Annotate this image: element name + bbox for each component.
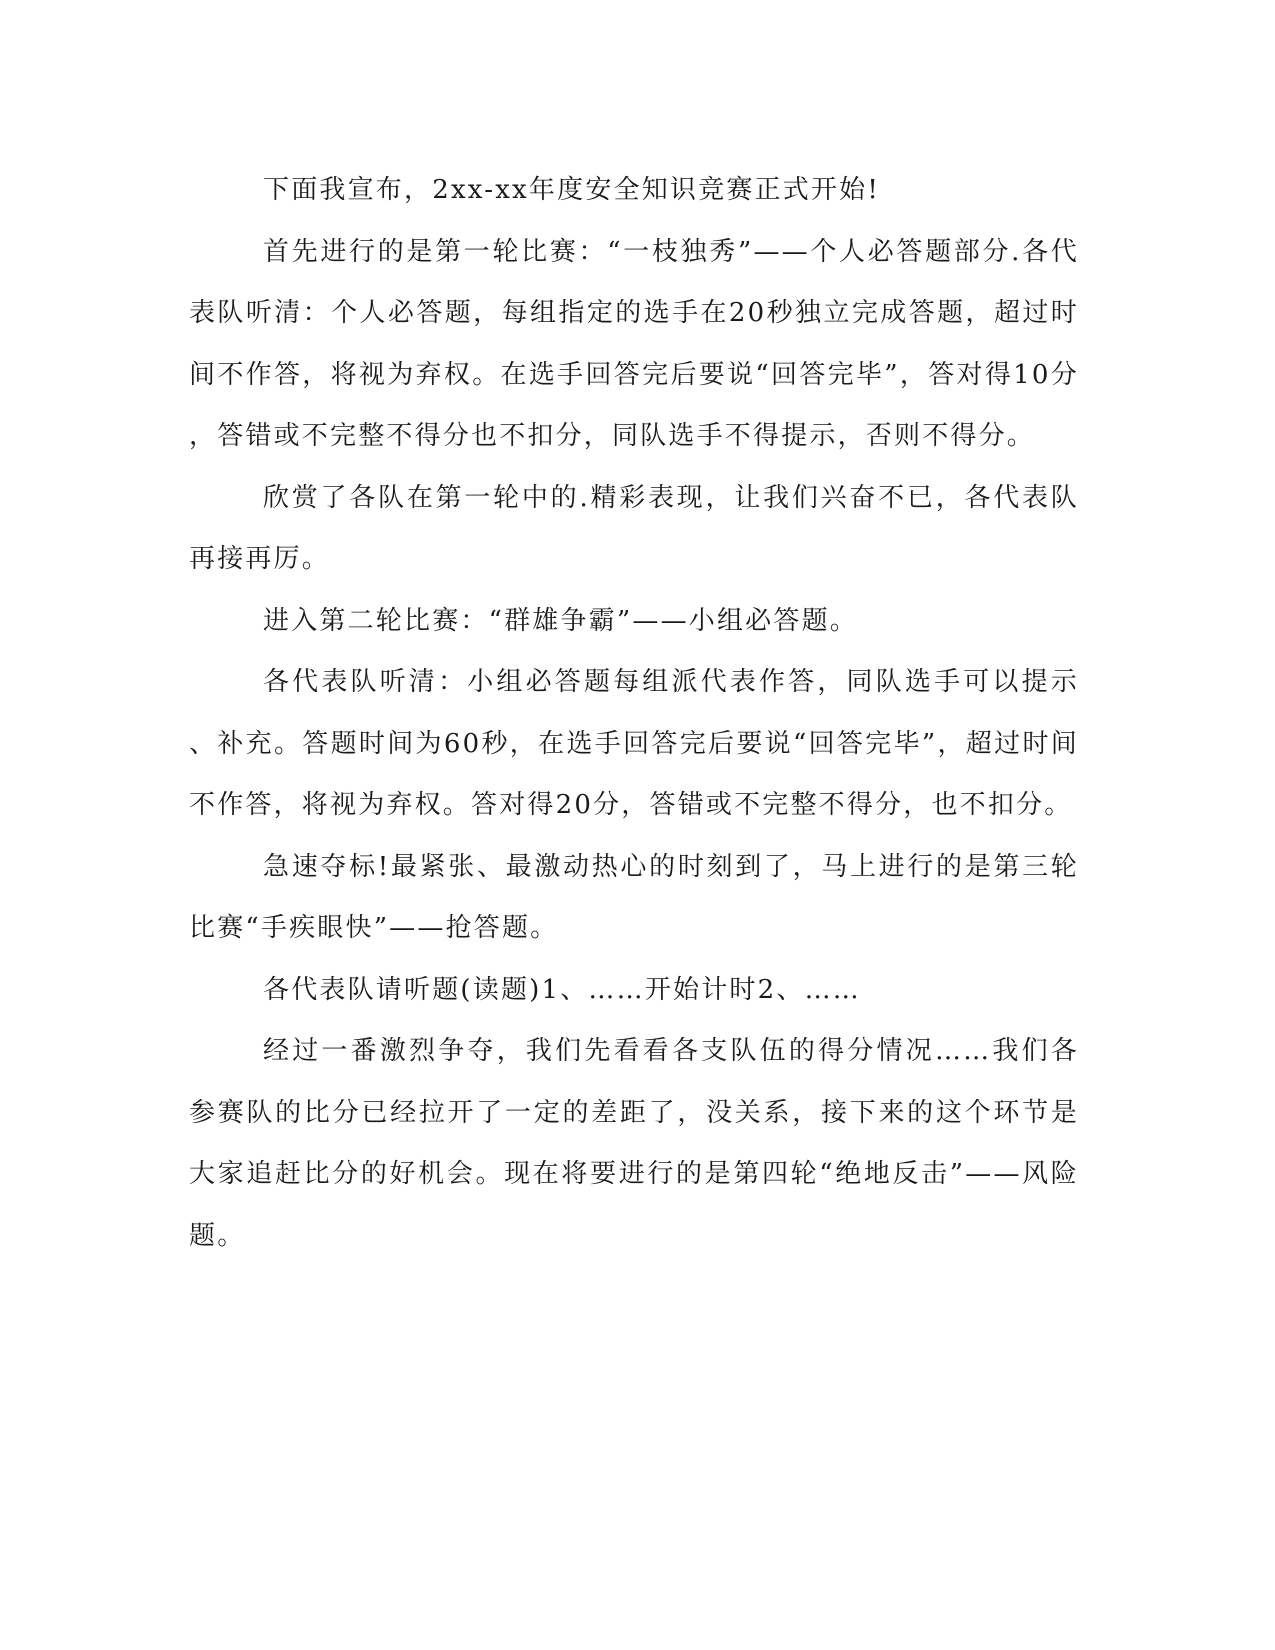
paragraph-round-two-rules: 各代表队听清：小组必答题每组派代表作答，同队选手可以提示、补充。答题时间为60秒，在选手回答完后要说“回答完毕”，超过时间不作答，将视为弃权。答对得20分，答错或不完整不得分，也不扣分。 xyxy=(189,667,1079,820)
paragraph-round-one-review: 欣赏了各队在第一轮中的.精彩表现，让我们兴奋不已，各代表队再接再厉。 xyxy=(189,482,1079,574)
document-body xyxy=(189,160,1079,1267)
paragraph-announcement: 下面我宣布，2xx-xx年度安全知识竞赛正式开始! xyxy=(263,175,880,205)
paragraph-round-four-intro: 经过一番激烈争夺，我们先看看各支队伍的得分情况……我们各参赛队的比分已经拉开了一定的差距了，没关系，接下来的这个环节是大家追赶比分的好机会。现在将要进行的是第四轮“绝地反击”——风险题。 xyxy=(189,1036,1079,1251)
paragraph-round-three-intro: 急速夺标!最紧张、最激动热心的时刻到了，马上进行的是第三轮比赛“手疾眼快”——抢答题。 xyxy=(189,851,1079,943)
paragraph-round-three-questions: 各代表队请听题(读题)1、……开始计时2、…… xyxy=(263,974,861,1005)
paragraph-round-one-rules: 首先进行的是第一轮比赛：“一枝独秀”——个人必答题部分.各代表队听清：个人必答题，每组指定的选手在20秒独立完成答题，超过时间不作答，将视为弃权。在选手回答完后要说“回答完毕”，答对得10分，答错或不完整不得分也不扣分，同队选手不得提示，否则不得分。 xyxy=(189,236,1079,451)
paragraph-round-two-intro: 进入第二轮比赛：“群雄争霸”——小组必答题。 xyxy=(263,605,858,636)
